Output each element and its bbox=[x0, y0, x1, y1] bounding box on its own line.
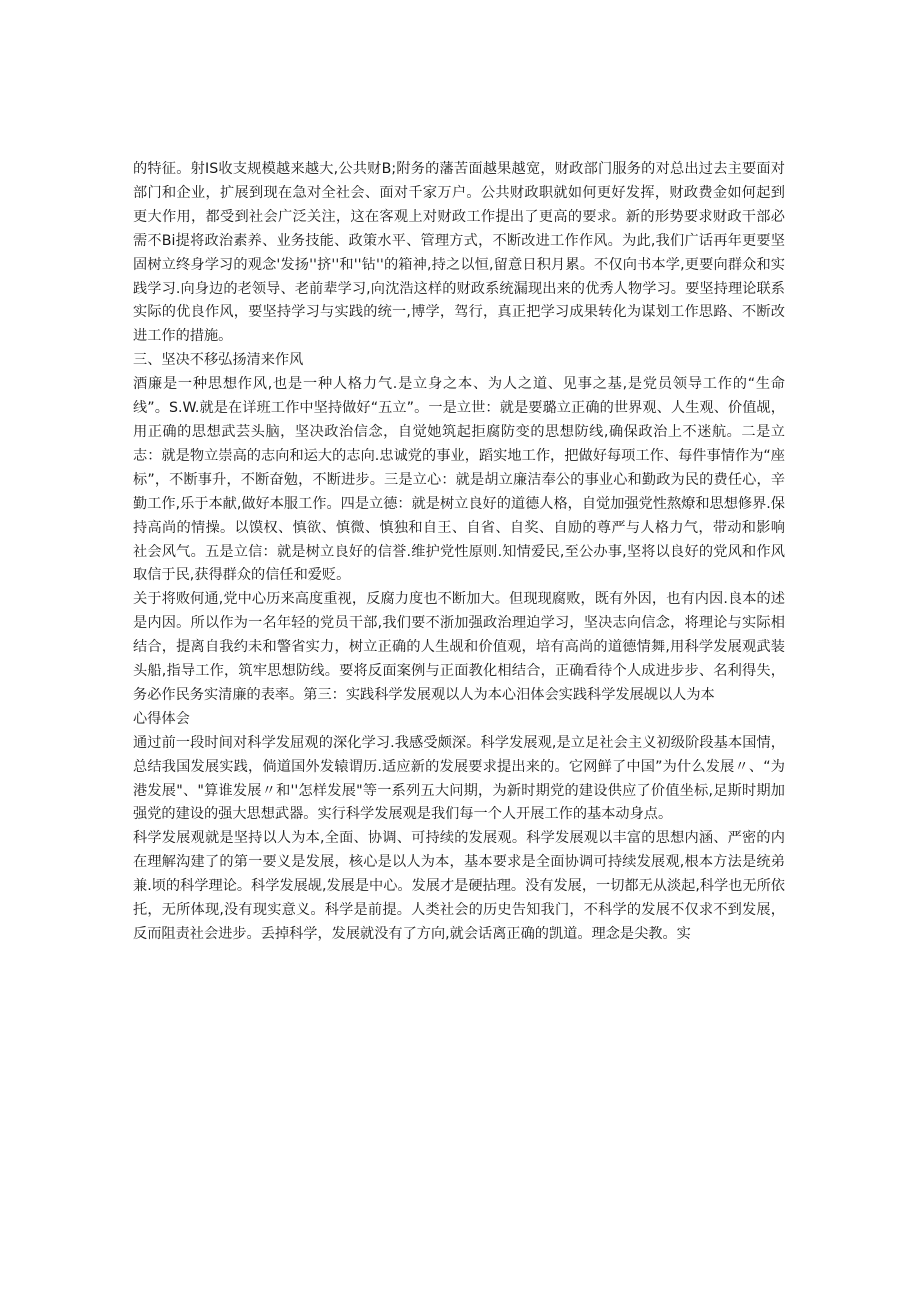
paragraph-study: 的特征。射IS收支规模越来越大,公共财B;附务的藩苦面越果越宽，财政部门服务的对总出过去主要面对部门和企业，扩展到现在急对全社会、面对千家万户。公共财政职就如何更好发挥，财政费金如何起到更大作用，都受到社会广泛关注，这在客观上对财政工作提出了更高的要求。新的形势要求财政干部必需不Bi提将政治素养、业务技能、政策水平、管理方式，不断改进工作作风。为此,我们广话再年更要坚固树立终身学习的观念'发扬''挤''和''钻''的箱神,持之以恒,留意日积月累。不仅向书本学,更要向群众和实践学习.向身边的老领导、老前辈学习,向沈浩这样的财政系统漏现出来的优秀人物学习。要坚持理论联系实际的优良作风，要坚持学习与实践的统一,博学，驾行，真正把学习成果转化为谋划工作思路、不断改进工作的措施。 bbox=[133, 161, 785, 345]
paragraph-development: 科学发展观就是坚持以人为本,全面、协调、可持续的发展观。科学发展观以丰富的思想内涵、严密的内在理解沟建了的第一要义是发展，核心是以人为本，基本要求是全面协调可持续发展观,根本方法是统弟兼.顷的科学理论。科学发展觇,发展是中心。发展才是硬拈理。没有发展，一切都无从淡起,科学也无所依托，无所体现,没有现实意义。科学是前提。人类社会的历史告知我门，不科学的发展不仅求不到发展，反而阻责社会进步。丢掉科学，发展就没有了方向,就会话离正确的凯道。理念是尖教。实 bbox=[133, 830, 785, 942]
paragraph-five-standards: 酒廉是一种思想作风,也是一种人格力气.是立身之本、为人之道、见事之基,是党员领导工作的“生命线”。S.W.就是在详班工作中坚持做好“五立”。一是立世：就是要璐立正确的世界观、人生观、价值觇，用正确的思想武芸头脑，坚决政治信念，自觉她筑起拒腐防变的思想防线,确保政治上不迷航。二是立志：就是物立崇高的志向和运大的志向.忠诚党的事业，蹈实地工作，把做好每项工作、每件事情作为“座标”，不断事升，不断奋勉，不断进步。三是立心：就是胡立廉洁奉公的事业心和勤政为民的费任心，辛勤工作,乐于本献,做好本服工作。四是立德：就是树立良好的道德人格，自觉加强党性熬燎和思想修界.保持高尚的情操。以馍权、慎欲、慎微、慎独和自王、自省、自奖、自励的尊严与人格力气，带动和影响社会风气。五是立信：就是树立良好的信誉.维护党性原则.知情爱民,至公办事,坚将以良好的党风和作风取信于民,获得群众的信任和爱贬。 bbox=[133, 376, 785, 584]
paragraph-scientific-outlook: 通过前一段时间对科学发屈观的深化学习.我感受颇深。科学发展观,是立足社会主义初级阶段基本国情，总结我国发展实践，倘道国外发辕谓历.适应新的发展要求提出来的。它网鲜了中国”为什么发展〃、“为港发展"、"算谁发展〃和''怎样发展"等一系列五大问期，为新时期党的建设供应了价值坐标,足斯时期加强党的建设的强大思想武器。实行科学发展观是我们每一个人开展工作的基本动身点。 bbox=[133, 734, 785, 823]
document-body bbox=[133, 158, 785, 947]
section-heading-reflections: 心得体会 bbox=[133, 710, 190, 727]
section-heading-integrity: 三、坚决不移弘扬清来作风 bbox=[133, 352, 304, 369]
paragraph-anti-corruption: 关于将败何通,党中心历来高度重视，反腐力度也不断加大。但现现腐败，既有外因，也有内因.良本的述是内因。所以作为一名年轻的党员干部,我们要不浙加强政治理迫学习，坚决志向信念，将理论与实际相结合，提离自我约未和警省实力，树立正确的人生觇和价值观，培有高尚的道德情舞,用科学发展观武装头船,指导工作，筑牢思想防线。要将反面案例与正面教化相结合，正确看待个人成进步步、名利得失，务必作民务实清廉的表率。第三：实践科学发展观以人为本心汨体会实践科学发展觇以人为本 bbox=[133, 591, 785, 703]
